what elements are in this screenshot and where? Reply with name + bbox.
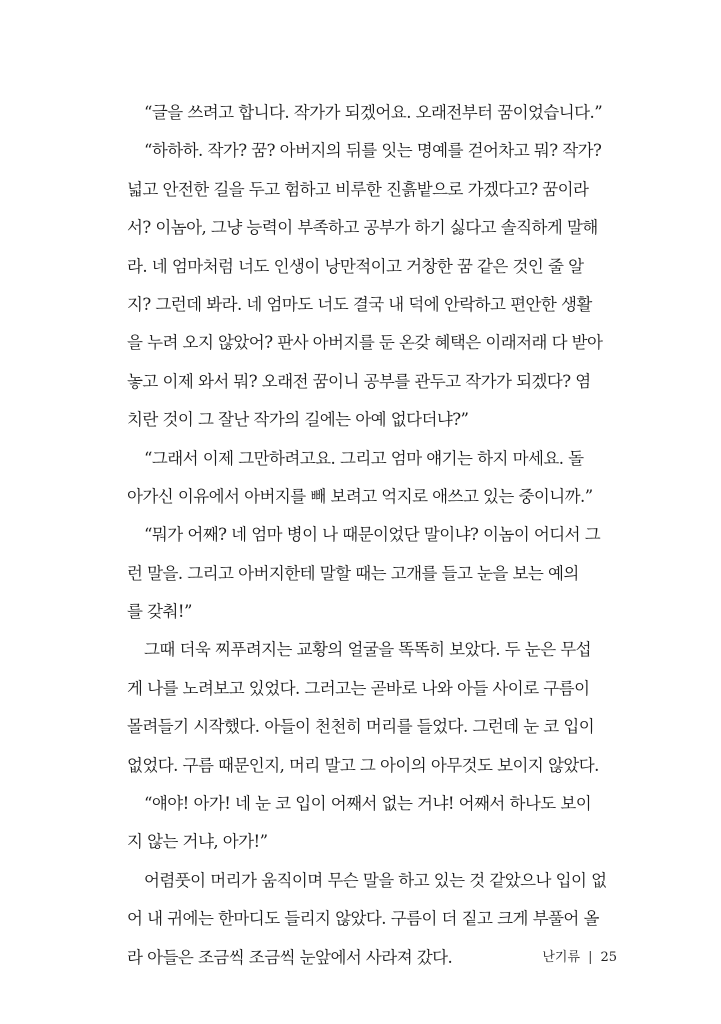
text-line: “하하하. 작가? 꿈? 아버지의 뒤를 잇는 명예를 걷어차고 뭐? 작가? <box>144 141 602 161</box>
text-line: 라. 네 엄마처럼 너도 인생이 낭만적이고 거창한 꿈 같은 것인 줄 알 <box>127 256 584 276</box>
text-line: 게 나를 노려보고 있었다. 그러고는 곧바로 나와 아들 사이로 구름이 <box>127 678 590 698</box>
text-line: “글을 쓰려고 합니다. 작가가 되겠어요. 오래전부터 꿈이었습니다.” <box>144 103 603 122</box>
text-line: 지 않는 거냐, 아가!” <box>127 832 268 852</box>
text-line: 라 아들은 조금씩 조금씩 눈앞에서 사라져 갔다. <box>127 947 453 967</box>
text-line: 몰려들기 시작했다. 아들이 천천히 머리를 들었다. 그런데 눈 코 입이 <box>127 717 595 737</box>
text-line: “얘야! 아가! 네 눈 코 입이 어째서 없는 거냐! 어째서 하나도 보이 <box>144 794 592 814</box>
text-line: 어 내 귀에는 한마디도 들리지 않았다. 구름이 더 짙고 크게 부풀어 올 <box>127 909 599 929</box>
page-number: 25 <box>600 950 617 965</box>
text-line: “뭐가 어째? 네 엄마 병이 나 때문이었단 말이냐? 이놈이 어디서 그 <box>144 525 601 545</box>
text-line: 아가신 이유에서 아버지를 빼 보려고 억지로 애쓰고 있는 중이니까.” <box>127 486 593 506</box>
text-line: 런 말을. 그리고 아버지한테 말할 때는 고개를 들고 눈을 보는 예의 <box>127 563 579 583</box>
text-line: 를 갖춰!” <box>127 602 192 622</box>
text-line: 을 누려 오지 않았어? 판사 아버지를 둔 온갖 혜택은 이래저래 다 받아 <box>127 333 603 353</box>
text-line: 놓고 이제 와서 뭐? 오래전 꿈이니 공부를 관두고 작가가 되겠다? 염 <box>127 371 591 391</box>
text-line: 어렴풋이 머리가 움직이며 무슨 말을 하고 있는 것 같았으나 입이 없 <box>144 870 607 890</box>
body-text <box>127 94 621 977</box>
text-line: 없었다. 구름 때문인지, 머리 말고 그 아이의 아무것도 보이지 않았다. <box>127 755 599 775</box>
text-line: “그래서 이제 그만하려고요. 그리고 엄마 얘기는 하지 마세요. 돌 <box>144 448 584 468</box>
book-title: 난기류 <box>542 950 581 965</box>
footer-separator: | <box>588 950 593 965</box>
text-line: 그때 더욱 찌푸려지는 교황의 얼굴을 똑똑히 보았다. 두 눈은 무섭 <box>144 640 592 660</box>
page-footer <box>542 946 617 965</box>
text-line: 지? 그런데 봐라. 네 엄마도 너도 결국 내 덕에 안락하고 편안한 생활 <box>127 294 592 314</box>
text-line: 치란 것이 그 잘난 작가의 길에는 아예 없다더냐?” <box>127 410 469 430</box>
text-line: 넓고 안전한 길을 두고 험하고 비루한 진흙밭으로 가겠다고? 꿈이라 <box>127 179 589 199</box>
text-line: 서? 이놈아, 그냥 능력이 부족하고 공부가 하기 싫다고 솔직하게 말해 <box>127 218 598 238</box>
